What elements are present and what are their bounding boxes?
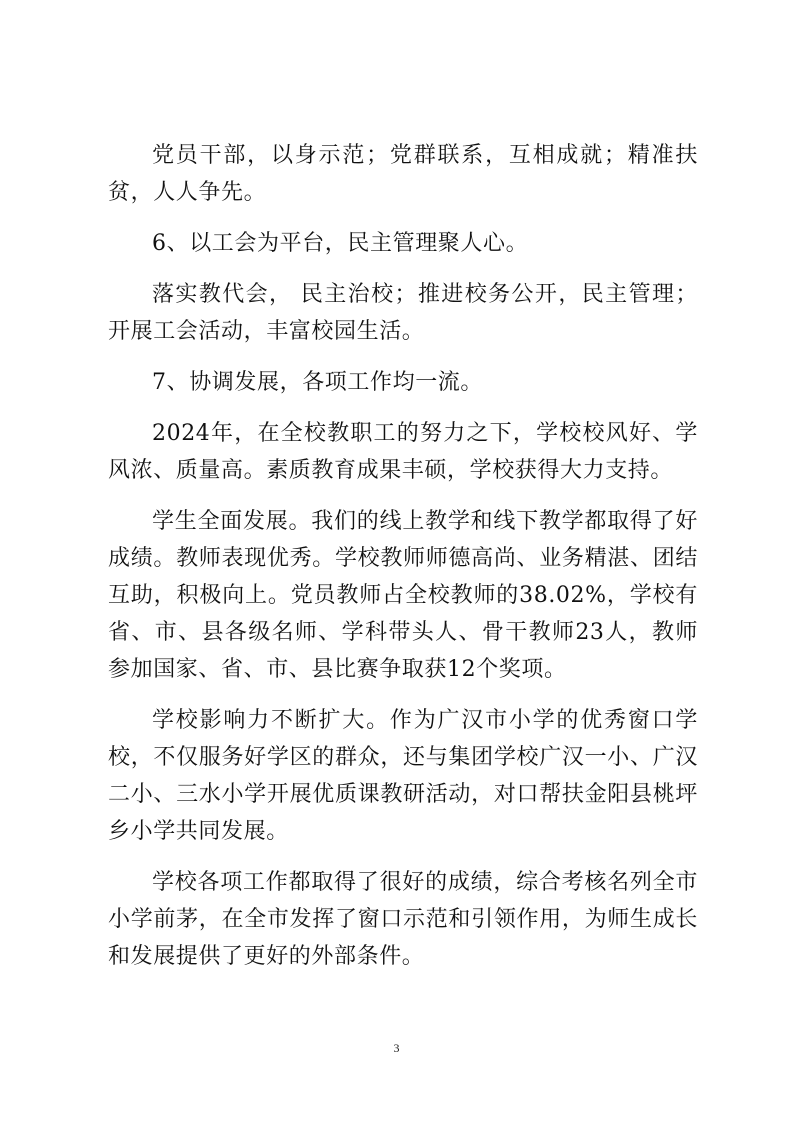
paragraph-school-influence: 学校影响力不断扩大。作为广汉市小学的优秀窗口学校，不仅服务好学区的群众，还与集团学校广汉一小、广汉二小、三水小学开展优质课教研活动，对口帮扶金阳县桃坪乡小学共同发展。 [108,708,698,844]
body-text [108,137,698,989]
paragraph-2024-summary: 2024年，在全校教职工的努力之下，学校校风好、学风浓、质量高。素质教育成果丰硕，学校获得大力支持。 [108,421,698,483]
page-number: 3 [393,1041,400,1055]
paragraph-party-cadres: 党员干部，以身示范；党群联系，互相成就；精准扶贫，人人争先。 [108,143,698,205]
paragraph-union-activities: 落实教代会， 民主治校；推进校务公开，民主管理；开展工会活动，丰富校园生活。 [108,282,698,344]
paragraph-overall-achievements: 学校各项工作都取得了很好的成绩，综合考核名列全市小学前茅，在全市发挥了窗口示范和引领作用，为师生成长和发展提供了更好的外部条件。 [108,870,698,969]
section-heading-6: 6、以工会为平台，民主管理聚人心。 [152,231,529,256]
section-heading-7: 7、协调发展，各项工作均一流。 [152,370,483,395]
paragraph-student-teacher-development: 学生全面发展。我们的线上教学和线下教学都取得了好成绩。教师表现优秀。学校教师师德高尚、业务精湛、团结互助，积极向上。党员教师占全校教师的38.02%，学校有省、市、县各级名师、学科带头人、骨干教师23人，教师参加国家、省、市、县比赛争取获12个奖项。 [108,509,698,682]
